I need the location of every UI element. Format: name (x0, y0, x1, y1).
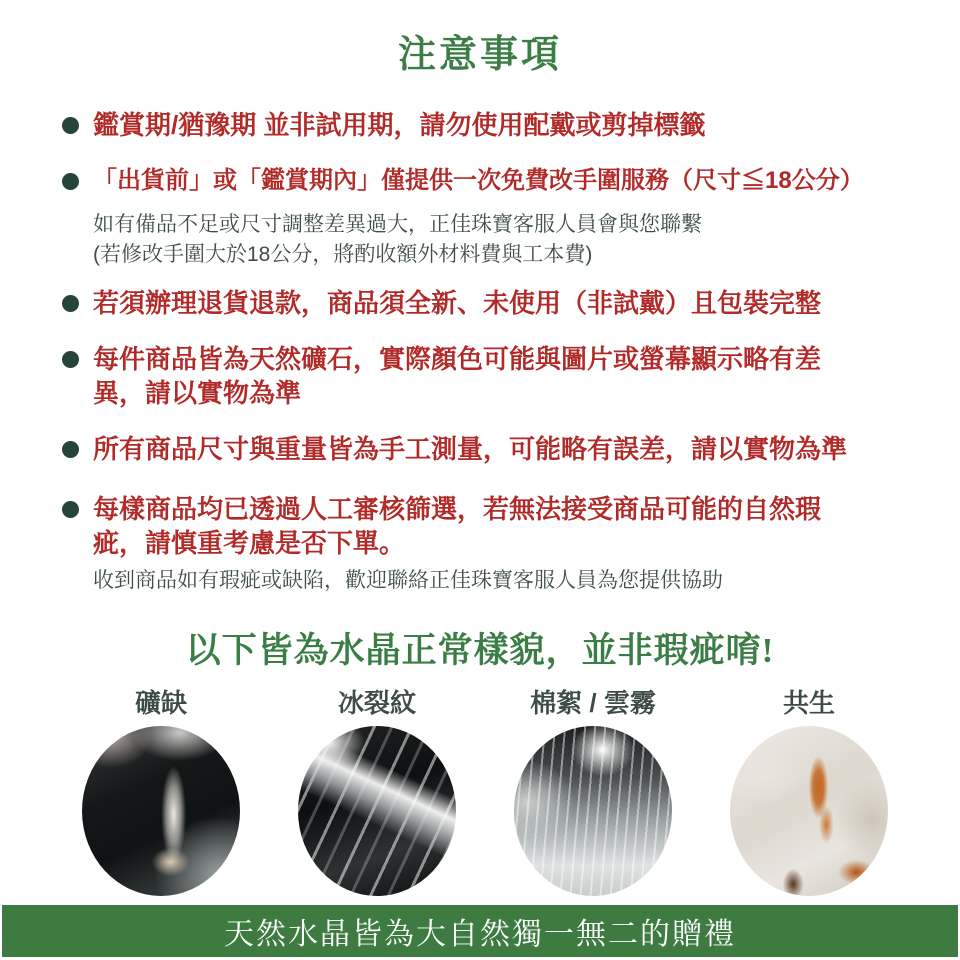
cotton-cloud-inclusion-photo (514, 726, 672, 896)
footer-banner (2, 905, 958, 957)
notice-item (62, 164, 930, 270)
symbiotic-mineral-crystal-photo (730, 726, 888, 896)
bullet-dot-icon (62, 117, 79, 134)
gallery-item-label: 冰裂紋 (337, 688, 416, 718)
notice-subtext: 如有備品不足或尺寸調整差異過大，正佳珠寶客服人員會與您聯繫 (93, 213, 702, 236)
gallery-item-symbiosis (728, 688, 890, 896)
notice-item (62, 432, 930, 466)
bullet-dot-icon (62, 501, 79, 518)
bullet-dot-icon (62, 295, 79, 312)
footer-text: 天然水晶皆為大自然獨一無二的贈禮 (224, 918, 736, 951)
gallery-item-mineral-pit (80, 688, 242, 896)
page-title: 注意事項 (397, 34, 562, 76)
notice-list (0, 108, 960, 596)
notice-text: 每件商品皆為天然礦石，實際顏色可能與圖片或螢幕顯示略有差異，請以實物為準 (93, 344, 822, 408)
notice-item (62, 286, 930, 320)
dark-crystal-pit-photo (82, 726, 240, 896)
notice-text: 鑑賞期/猶豫期 並非試用期，請勿使用配戴或剪掉標籤 (93, 110, 706, 140)
notice-item (62, 342, 930, 410)
gallery-item-label: 共生 (782, 688, 835, 718)
bullet-dot-icon (62, 351, 79, 368)
gallery-item-label: 礦缺 (134, 688, 187, 718)
notice-subtext: 收到商品如有瑕疵或缺陷，歡迎聯絡正佳珠寶客服人員為您提供協助 (93, 569, 723, 592)
gallery-item-label: 棉絮 / 雲霧 (530, 688, 656, 718)
gallery-heading: 以下皆為水晶正常樣貌，並非瑕疵唷! (185, 631, 775, 670)
notice-text: 每樣商品均已透過人工審核篩選，若無法接受商品可能的自然瑕疵，請慎重考慮是否下單。 (93, 494, 822, 558)
notice-text: 「出貨前」或「鑑賞期內」僅提供一次免費改手圍服務（尺寸≦18公分） (93, 167, 864, 194)
notice-item (62, 492, 930, 596)
crystal-gallery (80, 688, 890, 896)
gallery-item-ice-crack (296, 688, 458, 896)
notice-item (62, 108, 930, 142)
bullet-dot-icon (62, 173, 79, 190)
bullet-dot-icon (62, 441, 79, 458)
notice-subtext: (若修改手圍大於18公分，將酌收額外材料費與工本費) (93, 243, 593, 266)
notice-text: 所有商品尺寸與重量皆為手工測量，可能略有誤差，請以實物為準 (93, 434, 848, 464)
gallery-item-cotton-cloud (512, 688, 674, 896)
notice-text: 若須辦理退貨退款，商品須全新、未使用（非試戴）且包裝完整 (93, 288, 822, 318)
ice-crack-crystal-photo (298, 726, 456, 896)
